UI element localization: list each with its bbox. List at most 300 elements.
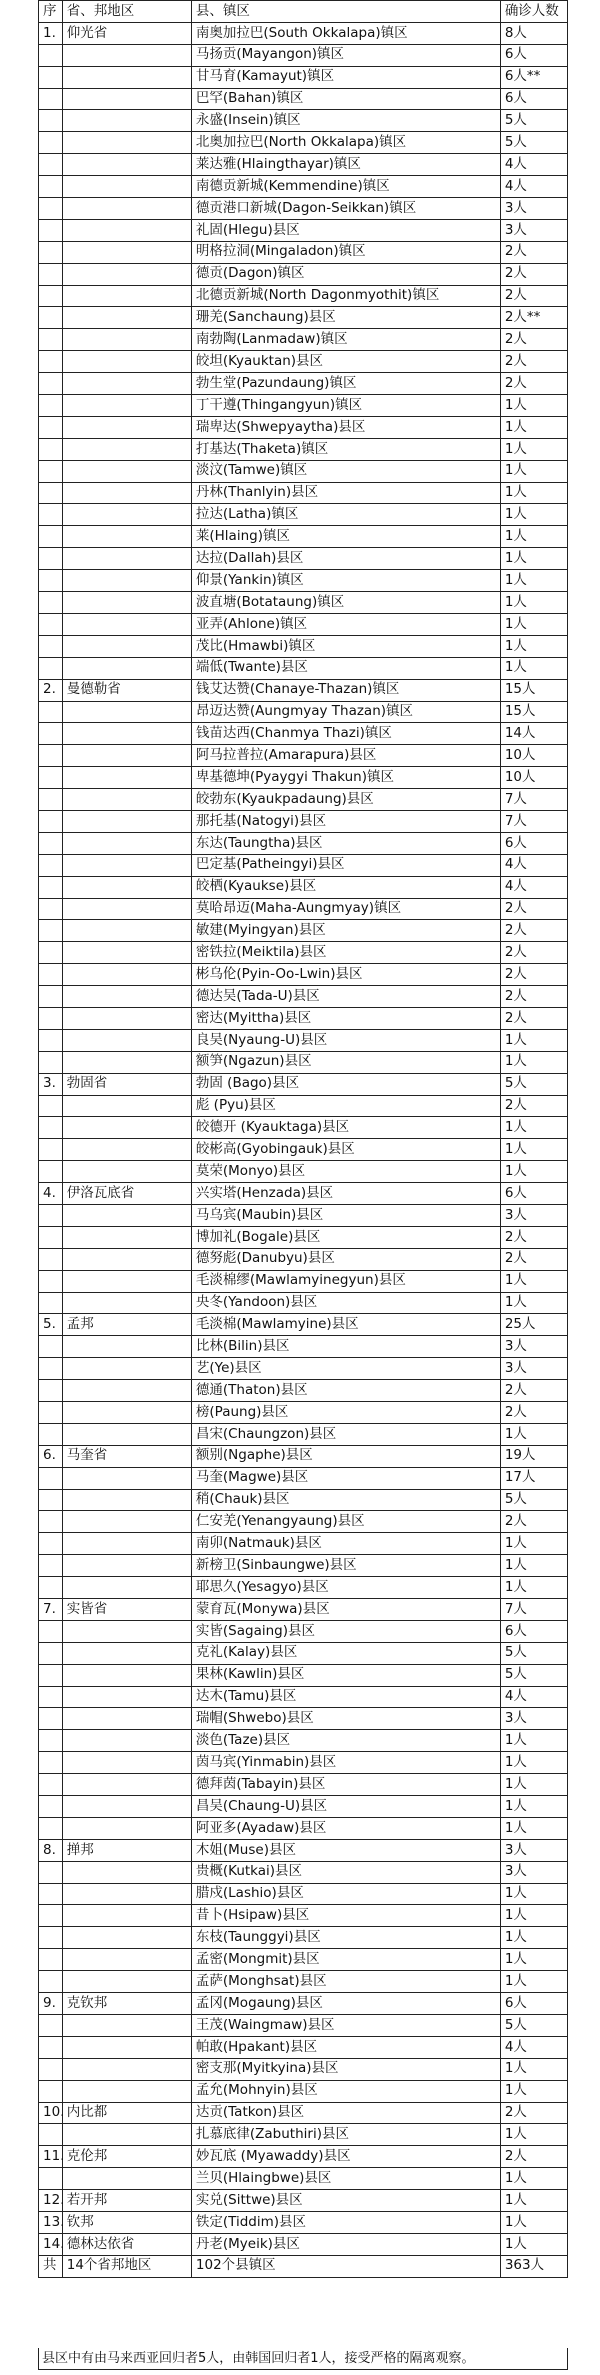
row-district: 德努彪(Danubyu)县区 (191, 1248, 500, 1270)
row-region (62, 1007, 191, 1029)
row-seq (39, 701, 63, 723)
row-seq (39, 2168, 63, 2190)
row-district: 木姐(Muse)县区 (191, 1839, 500, 1861)
row-district: 勃生堂(Pazundaung)镇区 (191, 373, 500, 395)
row-seq: 4. (39, 1183, 63, 1205)
row-seq (39, 1467, 63, 1489)
row-district: 彪 (Pyu)县区 (191, 1095, 500, 1117)
row-seq (39, 2080, 63, 2102)
row-seq (39, 1007, 63, 1029)
row-district: 铁定(Tiddim)县区 (191, 2211, 500, 2233)
row-seq (39, 395, 63, 417)
table-row (39, 1095, 568, 1117)
row-district: 波直塘(Botataung)镇区 (191, 592, 500, 614)
row-district: 巴定基(Patheingyi)县区 (191, 854, 500, 876)
table-row (39, 504, 568, 526)
table-row (39, 1817, 568, 1839)
row-district: 瑞帽(Shwebo)县区 (191, 1708, 500, 1730)
row-region: 勃固省 (62, 1073, 191, 1095)
row-district: 钱苗达西(Chanmya Thazi)镇区 (191, 723, 500, 745)
table-row (39, 44, 568, 66)
row-count: 1人 (500, 1117, 567, 1139)
row-count: 1人 (500, 635, 567, 657)
row-seq: 5. (39, 1314, 63, 1336)
table-row (39, 1730, 568, 1752)
row-district: 甘马育(Kamayut)镇区 (191, 66, 500, 88)
row-district: 阿马拉普拉(Amarapura)县区 (191, 745, 500, 767)
row-region (62, 1248, 191, 1270)
table-row (39, 198, 568, 220)
table-row (39, 1336, 568, 1358)
row-count: 6人 (500, 1620, 567, 1642)
row-region (62, 1774, 191, 1796)
row-count: 3人 (500, 219, 567, 241)
table-row (39, 219, 568, 241)
row-district: 果林(Kawlin)县区 (191, 1664, 500, 1686)
row-district: 丹林(Thanlyin)县区 (191, 482, 500, 504)
row-district: 莫荣(Monyo)县区 (191, 1161, 500, 1183)
row-count: 1人 (500, 1139, 567, 1161)
row-district: 扎慕底律(Zabuthiri)县区 (191, 2124, 500, 2146)
total-district: 102个县镇区 (191, 2255, 500, 2277)
row-seq (39, 1117, 63, 1139)
table-row (39, 2146, 568, 2168)
row-district: 卑基德坤(Pyaygyi Thakun)镇区 (191, 767, 500, 789)
row-district: 达贡(Tatkon)县区 (191, 2102, 500, 2124)
row-region (62, 635, 191, 657)
row-region (62, 2124, 191, 2146)
total-region: 14个省邦地区 (62, 2255, 191, 2277)
row-seq (39, 635, 63, 657)
table-row (39, 2168, 568, 2190)
row-seq: 2. (39, 679, 63, 701)
row-region (62, 2036, 191, 2058)
table-row (39, 1620, 568, 1642)
table-row (39, 1248, 568, 1270)
row-region (62, 1226, 191, 1248)
row-count: 4人 (500, 154, 567, 176)
table-row (39, 1051, 568, 1073)
row-region (62, 1620, 191, 1642)
header-count: 确诊人数 (500, 1, 567, 23)
row-district: 北奥加拉巴(North Okkalapa)镇区 (191, 132, 500, 154)
table-row (39, 1511, 568, 1533)
table-row (39, 876, 568, 898)
row-count: 1人 (500, 460, 567, 482)
row-count: 1人 (500, 592, 567, 614)
row-region (62, 1664, 191, 1686)
row-count: 19人 (500, 1445, 567, 1467)
row-seq (39, 613, 63, 635)
row-district: 马乌宾(Maubin)县区 (191, 1204, 500, 1226)
row-seq (39, 657, 63, 679)
row-count: 1人 (500, 1533, 567, 1555)
row-seq (39, 1927, 63, 1949)
row-district: 耶思久(Yesagyo)县区 (191, 1577, 500, 1599)
row-region (62, 110, 191, 132)
table-row (39, 570, 568, 592)
table-row (39, 460, 568, 482)
row-region (62, 986, 191, 1008)
row-district: 拉达(Latha)镇区 (191, 504, 500, 526)
row-seq (39, 1708, 63, 1730)
row-seq (39, 1270, 63, 1292)
case-table-body (39, 1, 568, 2278)
row-region: 伊洛瓦底省 (62, 1183, 191, 1205)
row-region (62, 1730, 191, 1752)
table-row (39, 1380, 568, 1402)
table-row (39, 986, 568, 1008)
row-seq: 3. (39, 1073, 63, 1095)
row-count: 1人 (500, 2233, 567, 2255)
row-district: 毛淡棉(Mawlamyine)县区 (191, 1314, 500, 1336)
row-count: 1人 (500, 438, 567, 460)
row-seq (39, 132, 63, 154)
row-district: 仰景(Yankin)镇区 (191, 570, 500, 592)
table-row (39, 2080, 568, 2102)
row-region (62, 1117, 191, 1139)
row-seq (39, 854, 63, 876)
row-district: 博加礼(Bogale)县区 (191, 1226, 500, 1248)
row-seq (39, 526, 63, 548)
table-row (39, 66, 568, 88)
row-seq (39, 1095, 63, 1117)
table-row (39, 548, 568, 570)
row-district: 达木(Tamu)县区 (191, 1686, 500, 1708)
row-count: 2人 (500, 351, 567, 373)
row-district: 央冬(Yandoon)县区 (191, 1292, 500, 1314)
row-region (62, 898, 191, 920)
row-district: 新榜卫(Sinbaungwe)县区 (191, 1555, 500, 1577)
row-region (62, 1336, 191, 1358)
row-seq (39, 329, 63, 351)
row-count: 1人 (500, 482, 567, 504)
row-district: 钱艾达赞(Chanaye-Thazan)镇区 (191, 679, 500, 701)
row-district: 克礼(Kalay)县区 (191, 1642, 500, 1664)
table-row (39, 789, 568, 811)
row-count: 1人 (500, 395, 567, 417)
row-seq (39, 373, 63, 395)
row-region: 德林达依省 (62, 2233, 191, 2255)
table-row (39, 898, 568, 920)
row-region: 克钦邦 (62, 1993, 191, 2015)
row-region (62, 1555, 191, 1577)
row-district: 帕敢(Hpakant)县区 (191, 2036, 500, 2058)
row-count: 1人 (500, 1577, 567, 1599)
table-row (39, 416, 568, 438)
row-region (62, 810, 191, 832)
row-seq (39, 1730, 63, 1752)
table-row (39, 22, 568, 44)
table-row (39, 285, 568, 307)
row-count: 6人 (500, 88, 567, 110)
row-seq (39, 1533, 63, 1555)
row-district: 密达(Myittha)县区 (191, 1007, 500, 1029)
row-seq (39, 1664, 63, 1686)
table-row (39, 1423, 568, 1445)
row-count: 5人 (500, 1073, 567, 1095)
row-region (62, 1161, 191, 1183)
table-row (39, 1533, 568, 1555)
row-region (62, 1642, 191, 1664)
row-region (62, 2014, 191, 2036)
row-count: 1人 (500, 1817, 567, 1839)
row-district: 皎栖(Kyaukse)县区 (191, 876, 500, 898)
row-district: 昂迈达赞(Aungmyay Thazan)镇区 (191, 701, 500, 723)
row-count: 2人 (500, 2102, 567, 2124)
row-count: 1人 (500, 1555, 567, 1577)
row-district: 马扬贡(Mayangon)镇区 (191, 44, 500, 66)
row-region (62, 1095, 191, 1117)
table-row (39, 438, 568, 460)
row-region: 克伦邦 (62, 2146, 191, 2168)
row-region (62, 132, 191, 154)
row-region: 若开邦 (62, 2190, 191, 2212)
row-region (62, 1686, 191, 1708)
table-row (39, 810, 568, 832)
row-region (62, 1927, 191, 1949)
row-region (62, 2168, 191, 2190)
row-count: 1人 (500, 1796, 567, 1818)
row-count: 1人 (500, 1774, 567, 1796)
row-seq (39, 1577, 63, 1599)
row-seq (39, 1336, 63, 1358)
row-seq (39, 285, 63, 307)
table-row (39, 1642, 568, 1664)
table-row (39, 1314, 568, 1336)
row-count: 1人 (500, 2190, 567, 2212)
row-seq (39, 110, 63, 132)
row-district: 亚弄(Ahlone)镇区 (191, 613, 500, 635)
row-region (62, 1402, 191, 1424)
row-seq (39, 1051, 63, 1073)
row-seq (39, 745, 63, 767)
row-district: 珊羌(Sanchaung)县区 (191, 307, 500, 329)
table-row (39, 1292, 568, 1314)
row-count: 25人 (500, 1314, 567, 1336)
row-district: 德达吴(Tada-U)县区 (191, 986, 500, 1008)
row-seq (39, 1248, 63, 1270)
row-seq (39, 1752, 63, 1774)
table-row (39, 351, 568, 373)
row-seq: 10. (39, 2102, 63, 2124)
row-seq (39, 504, 63, 526)
row-region: 仰光省 (62, 22, 191, 44)
header-seq: 序 (39, 1, 63, 23)
row-count: 1人 (500, 1927, 567, 1949)
row-district: 茂比(Hmawbi)镇区 (191, 635, 500, 657)
table-row (39, 1708, 568, 1730)
table-row (39, 723, 568, 745)
row-count: 3人 (500, 1708, 567, 1730)
row-seq (39, 1949, 63, 1971)
row-count: 1人 (500, 2080, 567, 2102)
row-seq (39, 898, 63, 920)
header-district: 县、镇区 (191, 1, 500, 23)
table-row (39, 832, 568, 854)
row-district: 王茂(Waingmaw)县区 (191, 2014, 500, 2036)
row-region (62, 241, 191, 263)
table-row (39, 635, 568, 657)
row-region (62, 351, 191, 373)
row-region (62, 373, 191, 395)
table-row (39, 942, 568, 964)
row-count: 5人 (500, 132, 567, 154)
row-region (62, 1949, 191, 1971)
row-count: 2人 (500, 964, 567, 986)
row-region (62, 2058, 191, 2080)
row-region (62, 438, 191, 460)
table-row (39, 482, 568, 504)
row-district: 德通(Thaton)县区 (191, 1380, 500, 1402)
row-region (62, 176, 191, 198)
row-region (62, 854, 191, 876)
row-district: 贵概(Kutkai)县区 (191, 1861, 500, 1883)
row-count: 1人 (500, 526, 567, 548)
row-seq (39, 2036, 63, 2058)
table-row (39, 395, 568, 417)
row-count: 10人 (500, 767, 567, 789)
row-seq (39, 767, 63, 789)
row-seq (39, 438, 63, 460)
row-district: 密铁拉(Meiktila)县区 (191, 942, 500, 964)
row-seq: 12. (39, 2190, 63, 2212)
row-district: 淡色(Taze)县区 (191, 1730, 500, 1752)
row-district: 巴罕(Bahan)镇区 (191, 88, 500, 110)
row-region (62, 1577, 191, 1599)
table-row (39, 1489, 568, 1511)
table-row (39, 2233, 568, 2255)
row-district: 艺(Ye)县区 (191, 1358, 500, 1380)
table-row (39, 1358, 568, 1380)
row-district: 孟冈(Mogaung)县区 (191, 1993, 500, 2015)
row-seq (39, 263, 63, 285)
row-count: 8人 (500, 22, 567, 44)
table-row (39, 1402, 568, 1424)
row-district: 实兑(Sittwe)县区 (191, 2190, 500, 2212)
row-district: 皎彬高(Gyobingauk)县区 (191, 1139, 500, 1161)
row-district: 勃固 (Bago)县区 (191, 1073, 500, 1095)
row-count: 2人 (500, 1380, 567, 1402)
row-count: 6人 (500, 1993, 567, 2015)
row-region (62, 1708, 191, 1730)
row-district: 实皆(Sagaing)县区 (191, 1620, 500, 1642)
row-count: 2人 (500, 1226, 567, 1248)
row-district: 孟萨(Monghsat)县区 (191, 1971, 500, 1993)
row-seq (39, 2124, 63, 2146)
table-row (39, 964, 568, 986)
row-region (62, 1467, 191, 1489)
case-table (38, 0, 568, 2278)
row-region (62, 1204, 191, 1226)
row-region (62, 1380, 191, 1402)
row-region (62, 964, 191, 986)
row-region (62, 942, 191, 964)
table-row (39, 1139, 568, 1161)
row-seq: 13. (39, 2211, 63, 2233)
row-district: 额笋(Ngazun)县区 (191, 1051, 500, 1073)
row-region (62, 1358, 191, 1380)
row-seq (39, 1226, 63, 1248)
table-row (39, 920, 568, 942)
row-region (62, 285, 191, 307)
row-count: 6人 (500, 832, 567, 854)
row-count: 2人** (500, 307, 567, 329)
row-count: 4人 (500, 176, 567, 198)
table-row (39, 132, 568, 154)
row-district: 皎勃东(Kyaukpadaung)县区 (191, 789, 500, 811)
row-district: 达拉(Dallah)县区 (191, 548, 500, 570)
row-region (62, 263, 191, 285)
row-count: 5人 (500, 2014, 567, 2036)
row-count: 2人 (500, 942, 567, 964)
row-region (62, 767, 191, 789)
table-row (39, 1445, 568, 1467)
footnote: 县区中有由马来西亚回归者5人，由韩国回归者1人，接受严格的隔离观察。 (38, 2348, 568, 2370)
row-region (62, 1511, 191, 1533)
table-row (39, 1161, 568, 1183)
total-seq: 共 (39, 2255, 63, 2277)
row-region (62, 526, 191, 548)
row-count: 5人 (500, 1664, 567, 1686)
row-district: 德贡港口新城(Dagon-Seikkan)镇区 (191, 198, 500, 220)
row-district: 永盛(Insein)镇区 (191, 110, 500, 132)
row-region (62, 1861, 191, 1883)
row-district: 东达(Taungtha)县区 (191, 832, 500, 854)
table-row (39, 1183, 568, 1205)
row-region (62, 198, 191, 220)
row-seq: 7. (39, 1599, 63, 1621)
row-seq (39, 1620, 63, 1642)
row-seq (39, 219, 63, 241)
row-region: 曼德勒省 (62, 679, 191, 701)
row-count: 1人 (500, 1270, 567, 1292)
row-region (62, 1051, 191, 1073)
row-count: 2人 (500, 898, 567, 920)
row-district: 南德贡新城(Kemmendine)镇区 (191, 176, 500, 198)
table-row (39, 2058, 568, 2080)
row-count: 2人 (500, 373, 567, 395)
row-district: 毛淡棉缪(Mawlamyinegyun)县区 (191, 1270, 500, 1292)
row-region (62, 482, 191, 504)
table-row (39, 745, 568, 767)
row-seq (39, 964, 63, 986)
row-count: 1人 (500, 1752, 567, 1774)
table-row (39, 701, 568, 723)
row-count: 3人 (500, 198, 567, 220)
row-district: 妙瓦底 (Myawaddy)县区 (191, 2146, 500, 2168)
table-row (39, 679, 568, 701)
row-count: 2人 (500, 920, 567, 942)
row-region (62, 1292, 191, 1314)
table-row (39, 263, 568, 285)
row-seq (39, 1161, 63, 1183)
row-count: 3人 (500, 1861, 567, 1883)
row-seq (39, 1642, 63, 1664)
table-row (39, 1686, 568, 1708)
row-seq (39, 570, 63, 592)
row-count: 1人 (500, 1971, 567, 1993)
table-row (39, 1007, 568, 1029)
row-district: 南勃陶(Lanmadaw)镇区 (191, 329, 500, 351)
row-seq (39, 1204, 63, 1226)
row-seq (39, 1358, 63, 1380)
row-district: 阿亚多(Ayadaw)县区 (191, 1817, 500, 1839)
row-district: 马奎(Magwe)县区 (191, 1467, 500, 1489)
row-region (62, 832, 191, 854)
row-count: 5人 (500, 1489, 567, 1511)
row-count: 1人 (500, 1905, 567, 1927)
